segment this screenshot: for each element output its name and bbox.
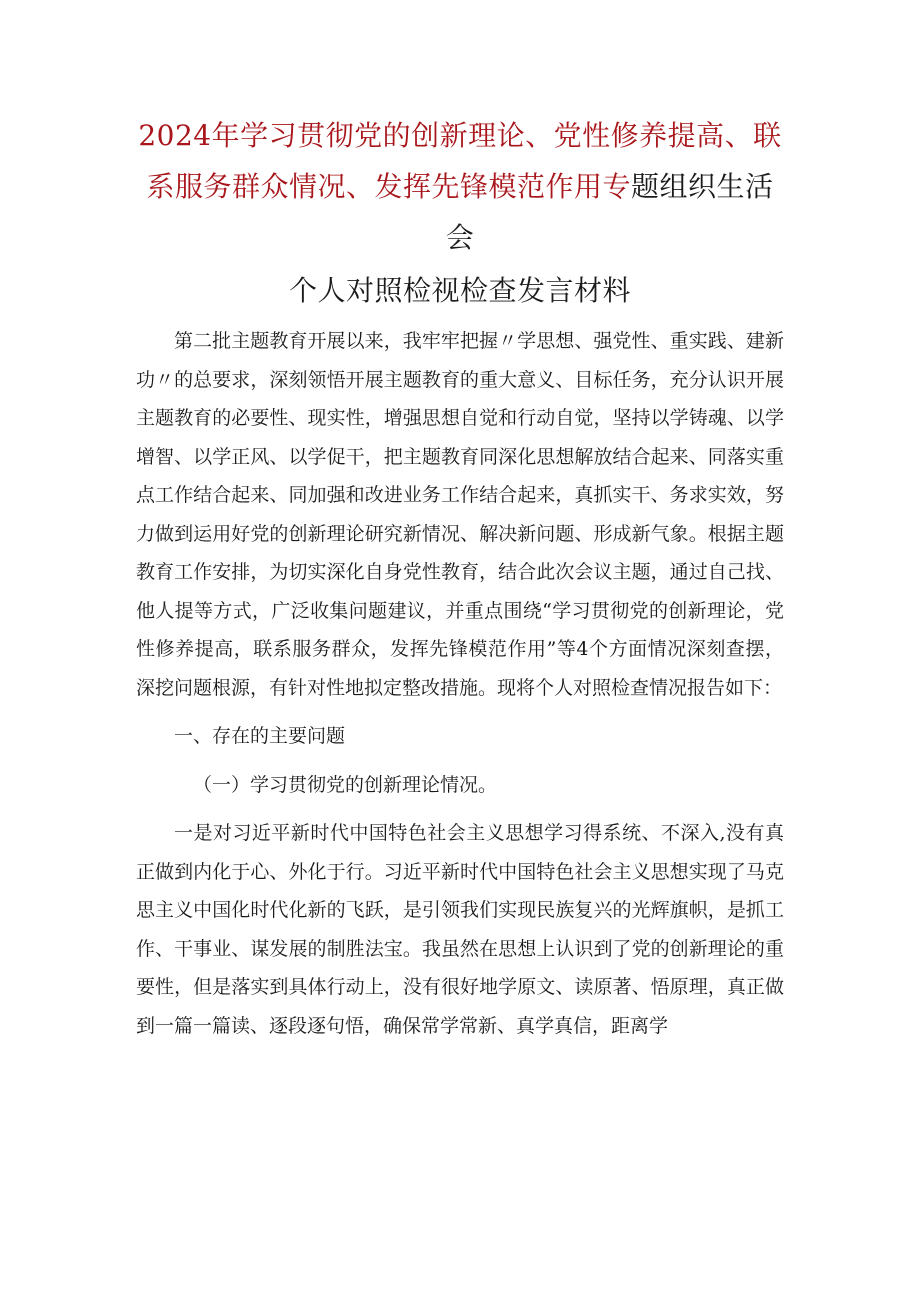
section-heading: 一、存在的主要问题 (174, 725, 346, 747)
subsection-heading: （一）学习贯彻党的创新理论情况。 (193, 773, 498, 796)
title-subtitle: 个人对照检视检查发言材料 (288, 274, 631, 307)
intro-paragraph: 第二批主题教育开展以来，我牢牢把握〃学思想、强党性、重实践、建新功〃的总要求，深刻领悟开展主题教育的重大意义、目标任务，充分认识开展主题教育的必要性、现实性，增强思想自觉和行动自觉，坚持以学铸魂、以学增智、以学正风、以学促干，把主题教育同深化思想解放结合起来、同落实重点工作结合起来、同加强和改进业务工作结合起来，真抓实干、务求实效，努力做到运用好党的创新理论研究新情况、解决新问题、形成新气象。根据主题教育工作安排，为切实深化自身党性教育，结合此次会议主题，通过自己找、他人提等方式，广泛收集问题建议，并重点围绕“学习贯彻党的创新理论，党性修养提高，联系服务群众，发挥先锋模范作用”等4个方面情况深刻查摆，深挖问题根源，有针对性地拟定整改措施。现将个人对照检查情况报告如下： (136, 330, 784, 699)
title-black-part: 题组织生活会 (445, 170, 774, 254)
document-body (136, 322, 784, 1045)
document-title (136, 110, 784, 316)
body-paragraph: 一是对习近平新时代中国特色社会主义思想学习得系统、不深入,没有真正做到内化于心、外化于行。习近平新时代中国特色社会主义思想实现了马克思主义中国化时代化新的飞跃，是引领我们实现民族复兴的光辉旗帜，是抓工作、干事业、谋发展的制胜法宝。我虽然在思想上认识到了党的创新理论的重要性，但是落实到具体行动上，没有很好地学原文、读原著、悟原理，真正做到一篇一篇读、逐段逐句悟，确保常学常新、真学真信，距离学 (136, 822, 784, 1037)
title-red-part: 2024年学习贯彻党的创新理论、党性修养提高、联系服务群众情况、发挥先锋模范作用专 (138, 119, 782, 203)
